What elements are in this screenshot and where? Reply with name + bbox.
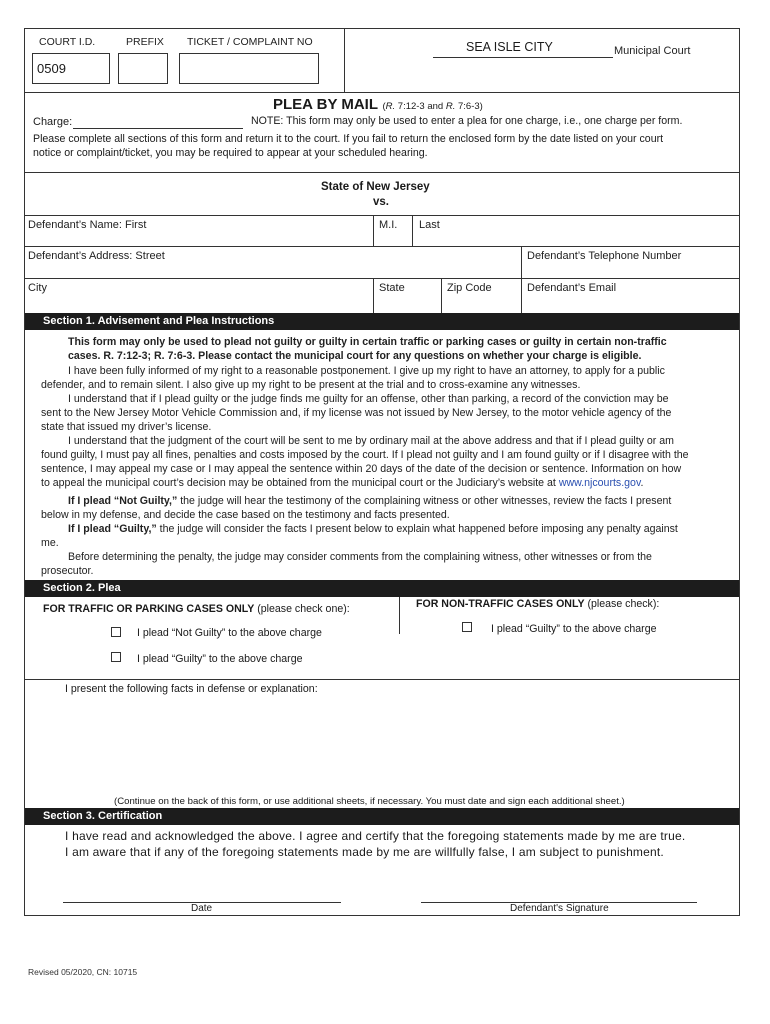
date-label: Date	[191, 903, 213, 914]
title-rule: (R. 7:12-3 and R. 7:6-3)	[382, 101, 483, 112]
signature-label: Defendant's Signature	[510, 903, 609, 914]
caption-vs: vs.	[373, 196, 389, 208]
header-divider	[344, 29, 345, 92]
defendant-zip-label: Zip Code	[447, 282, 492, 294]
continue-note: (Continue on the back of this form, or use additional sheets, if necessary. You must date and sign each additional sheet.)	[114, 796, 625, 807]
table-top	[25, 215, 739, 216]
njcourts-link[interactable]: www.njcourts.gov	[558, 477, 641, 489]
advisement-3-line-2: found guilty, I must pay all fines, penalties and costs imposed by the court. If I plead not guilty and I am found guilty or if I disagree with the	[41, 449, 689, 461]
guilty-explanation-line-2: me.	[41, 537, 59, 549]
advisement-2-line-1: I understand that if I plead guilty or the judge finds me guilty for an offense, other than parking, a record of the conviction may be	[68, 393, 669, 405]
advisement-1-line-1: I have been fully informed of my right to a reasonable postponement. I give up my right to have an attorney, to apply for a public	[68, 365, 665, 377]
traffic-cases-heading: FOR TRAFFIC OR PARKING CASES ONLY (please check one):	[43, 603, 350, 615]
prefix-field[interactable]	[118, 53, 168, 84]
ticket-label: TICKET / COMPLAINT NO	[187, 36, 313, 48]
not-guilty-explanation-line-1: If I plead “Not Guilty,” the judge will hear the testimony of the complaining witness or other witnesses, review the facts I present	[68, 495, 672, 507]
defendant-last-name-label: Last	[419, 219, 440, 231]
not-guilty-checkbox[interactable]	[111, 627, 121, 637]
revision-footer: Revised 05/2020, CN: 10715	[28, 967, 138, 977]
instructions-line-1: Please complete all sections of this form and return it to the court. If you fail to return the enclosed form by the date listed on your court	[33, 133, 664, 145]
court-id-label: COURT I.D.	[39, 36, 96, 48]
guilty-checkbox[interactable]	[111, 652, 121, 662]
advisement-3-line-1: I understand that the judgment of the court will be sent to me by ordinary mail at the above address and that if I plead guilty or am	[68, 435, 674, 447]
defendant-telephone-label: Defendant’s Telephone Number	[527, 250, 682, 262]
defendant-city-label: City	[28, 282, 47, 294]
charge-label: Charge:	[33, 116, 73, 128]
municipality-name: SEA ISLE CITY	[466, 40, 553, 54]
section-2-header: Section 2. Plea	[25, 580, 739, 597]
section-1-eligibility-1: This form may only be used to plead not guilty or guilty in certain traffic or parking cases or guilty in certain non-traffic	[68, 336, 667, 348]
advisement-2-line-2: sent to the New Jersey Motor Vehicle Commission and, if my license was not issued by New Jersey, to the motor vehicle agency of the	[41, 407, 672, 419]
facts-textarea[interactable]	[31, 699, 733, 791]
charge-note: NOTE: This form may only be used to enter a plea for one charge, i.e., one charge per form.	[251, 115, 683, 127]
guilty-explanation-line-1: If I plead “Guilty,” the judge will consider the facts I present below to explain what happened before imposing any penalty against	[68, 523, 678, 535]
divider	[25, 172, 739, 173]
court-id-value: 0509	[37, 61, 66, 76]
defendant-mi-label: M.I.	[379, 219, 398, 231]
caption-state: State of New Jersey	[321, 181, 430, 193]
court-id-field[interactable]	[32, 53, 110, 84]
section-1-eligibility-2: cases. R. 7:12-3; R. 7:6-3. Please contact the municipal court for any questions on whether your charge is eligible.	[68, 350, 642, 362]
form-title	[273, 96, 483, 114]
charge-field[interactable]	[73, 128, 243, 129]
defendant-street-label: Defendant’s Address: Street	[28, 250, 165, 262]
divider	[25, 92, 739, 93]
not-guilty-option-label: I plead “Not Guilty” to the above charge	[137, 627, 322, 639]
section-3-header: Section 3. Certification	[25, 808, 739, 825]
non-traffic-cases-heading: FOR NON-TRAFFIC CASES ONLY (please check):	[416, 598, 660, 610]
certification-line-1: I have read and acknowledged the above. I agree and certify that the foregoing statements made by me are true.	[65, 829, 686, 843]
facts-label: I present the following facts in defense or explanation:	[65, 683, 318, 695]
advisement-3-line-4: to appeal the municipal court’s decision may be obtained from the municipal court or the Judiciary’s website at www.njcourts.gov.	[41, 477, 644, 489]
ticket-number-field[interactable]	[179, 53, 319, 84]
guilty-option-label: I plead “Guilty” to the above charge	[137, 653, 303, 665]
non-traffic-guilty-checkbox[interactable]	[462, 622, 472, 632]
prefix-label: PREFIX	[126, 36, 164, 48]
penalty-explanation-line-1: Before determining the penalty, the judge may consider comments from the complaining witness, other witnesses or from the	[68, 551, 652, 563]
instructions-line-2: notice or complaint/ticket, you may be required to appear at your scheduled hearing.	[33, 147, 428, 159]
penalty-explanation-line-2: prosecutor.	[41, 565, 94, 577]
title-main: PLEA BY MAIL	[273, 96, 379, 113]
advisement-2-line-3: state that issued my driver’s license.	[41, 421, 212, 433]
municipality-underline	[433, 57, 613, 58]
advisement-1-line-2: defender, and to remain silent. I also give up my right to be present at the trial and to cross-examine any witnesses.	[41, 379, 581, 391]
municipal-court-label: Municipal Court	[614, 45, 691, 57]
defendant-email-label: Defendant’s Email	[527, 282, 617, 294]
plea-by-mail-form	[24, 28, 740, 916]
non-traffic-guilty-option-label: I plead “Guilty” to the above charge	[491, 623, 657, 635]
section-1-header: Section 1. Advisement and Plea Instructions	[25, 313, 739, 330]
defendant-first-name-label: Defendant’s Name: First	[28, 219, 147, 231]
not-guilty-explanation-line-2: below in my defense, and decide the case based on the testimony and facts presented.	[41, 509, 450, 521]
advisement-3-line-3: sentence, I may appeal my case or I may appeal the sentence within 20 days of the date of the decision or sentence. Information on how	[41, 463, 682, 475]
certification-line-2: I am aware that if any of the foregoing statements made by me are willfully false, I am subject to punishment.	[65, 845, 664, 859]
defendant-state-label: State	[379, 282, 405, 294]
